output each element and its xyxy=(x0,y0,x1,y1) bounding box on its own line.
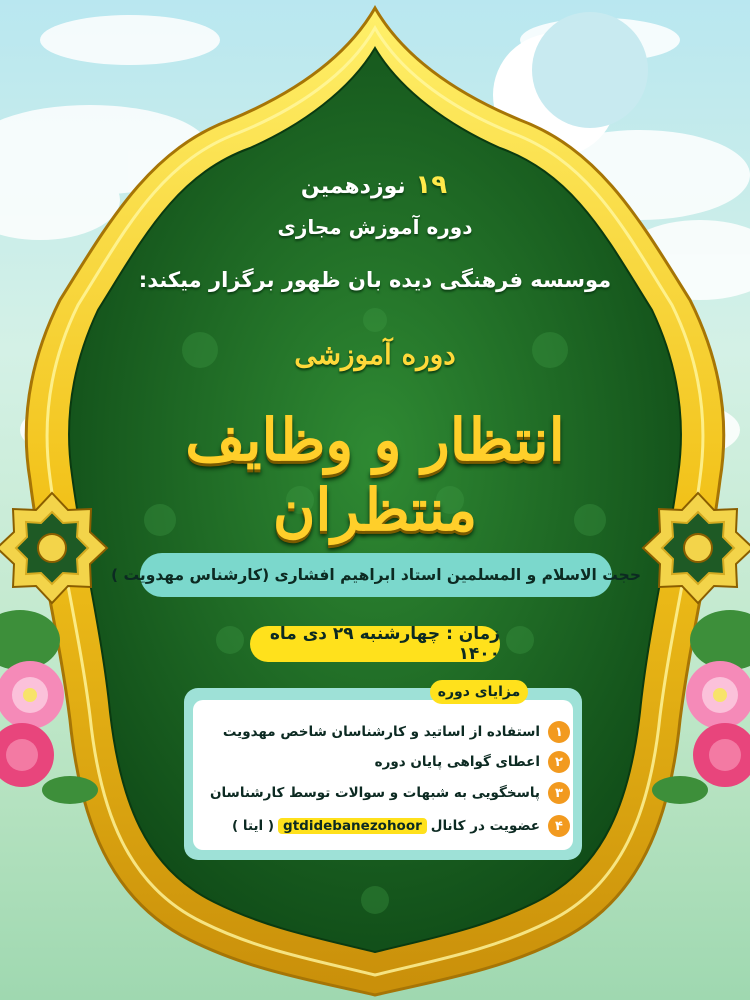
benefits-title-badge xyxy=(430,680,528,704)
organizer-line: موسسه فرهنگی دیده بان ظهور برگزار میکند: xyxy=(138,268,612,292)
benefit-text: اعطای گواهی پایان دوره xyxy=(374,754,540,770)
teacher-text: حجت الاسلام و المسلمین استاد ابراهیم افشاری (کارشناس مهدویت ) xyxy=(111,566,641,584)
benefit-item xyxy=(200,749,570,775)
benefit-number: ۱ xyxy=(548,721,570,743)
benefits-title: مزایای دوره xyxy=(437,684,521,700)
channel-link[interactable]: gtdidebanezohoor xyxy=(278,818,427,834)
course-title: انتظار و وظایف منتظران xyxy=(185,406,565,544)
benefit-text: پاسخگویی به شبهات و سوالات توسط کارشناسان xyxy=(209,785,540,801)
schedule-text: زمان : چهارشنبه ۲۹ دی ماه ۱۴۰۰ xyxy=(269,624,500,664)
benefit-text-before: عضویت در کانال xyxy=(430,818,540,834)
benefit-number: ۳ xyxy=(548,782,570,804)
benefit-item xyxy=(200,719,570,745)
benefit-number: ۲ xyxy=(548,751,570,773)
teacher-pill xyxy=(111,553,641,597)
benefit-text: استفاده از اساتید و کارشناسان شاخص مهدویت xyxy=(222,724,540,740)
schedule-pill xyxy=(250,626,500,662)
course-subtitle: دوره آموزشی xyxy=(294,338,456,371)
benefit-item xyxy=(200,813,570,839)
course-number xyxy=(255,170,495,200)
course-type: دوره آموزش مجازی xyxy=(277,215,473,239)
benefit-text-after: ( ایتا ) xyxy=(232,818,275,834)
benefit-number: ۴ xyxy=(548,815,570,837)
course-number-word: نوزدهمین xyxy=(300,174,406,199)
benefit-item xyxy=(200,780,570,806)
course-number-digits: ۱۹ xyxy=(415,170,448,200)
